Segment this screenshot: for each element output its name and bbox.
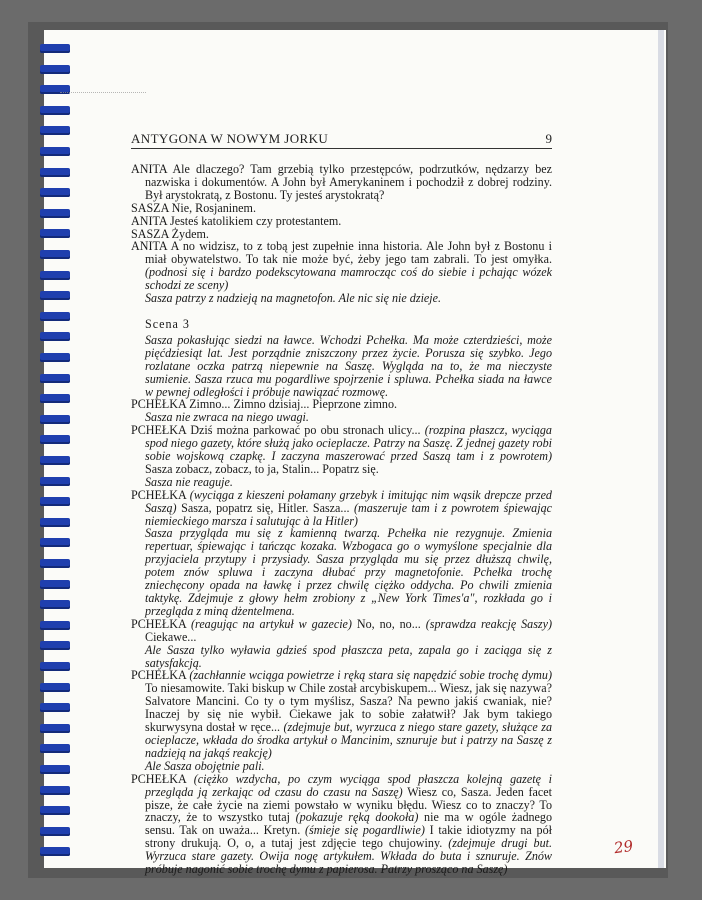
inline-direction: (maszeruje tam i z powrotem śpiewając niemieckiego marsza i salutując à la Hitler) bbox=[145, 500, 553, 528]
inline-direction: (pokazuje ręką dookoła) bbox=[295, 810, 419, 825]
stage-direction-text: Sasza patrzy z nadzieją na magnetofon. Ale nic się nie dzieje. bbox=[145, 291, 442, 306]
speaker-name: PCHEŁKA bbox=[131, 423, 187, 438]
binding-ring bbox=[40, 65, 70, 74]
stage-direction bbox=[131, 644, 552, 670]
binding-ring bbox=[40, 188, 70, 197]
binding-ring bbox=[40, 209, 70, 218]
binding-ring bbox=[40, 477, 70, 486]
binding-ring bbox=[40, 559, 70, 568]
binding-ring bbox=[40, 538, 70, 547]
binding-ring bbox=[40, 126, 70, 135]
speech-text: Zimno... Zimno dzisiaj... Pieprzone zimno. bbox=[189, 397, 398, 412]
binding-ring bbox=[40, 580, 70, 589]
scene-heading bbox=[131, 318, 552, 331]
binding-ring bbox=[40, 806, 70, 815]
header-page-number: 9 bbox=[545, 131, 552, 146]
play-text bbox=[131, 163, 552, 876]
stage-direction bbox=[131, 527, 552, 617]
binding-ring bbox=[40, 229, 70, 238]
stage-direction bbox=[131, 292, 552, 305]
speaker-name: PCHEŁKA bbox=[131, 397, 187, 412]
inline-direction: (rozpina płaszcz, wyciąga spod niego gazety, które służą jako ocieplacze. Patrzy na Saszę. Z jednej gazety robi sobie wojskową czapkę. I zaczyna maszerować przed Saszą tam i z powrotem) bbox=[145, 423, 552, 464]
binding-ring bbox=[40, 250, 70, 259]
binding-ring bbox=[40, 621, 70, 630]
inline-direction: (podnosi się i bardzo podekscytowana mamrocząc coś do siebie i pchając wózek schodzi ze sceny) bbox=[145, 265, 552, 293]
pencil-mark bbox=[60, 92, 146, 99]
header-title: ANTYGONA W NOWYM JORKU bbox=[131, 131, 329, 146]
speech-text: Dziś można parkować po obu stronach ulicy... bbox=[190, 423, 421, 438]
binding-ring bbox=[40, 518, 70, 527]
inline-direction: (sprawdza reakcję Saszy) bbox=[425, 616, 552, 631]
binding-ring bbox=[40, 703, 70, 712]
binding-ring bbox=[40, 456, 70, 465]
inline-direction: (zdejmuje but, wyrzuca z niego stare gazety, służące za ocieplacze, wkłada do środka artykuł o Mancinim, sznuruje but i patrzy na Saszę z nadzieją na jakąś reakcję) bbox=[145, 720, 552, 760]
speech bbox=[131, 618, 552, 644]
speaker-name: ANITA bbox=[131, 239, 167, 254]
binding-ring bbox=[40, 147, 70, 156]
speech-text: Ciekawe... bbox=[145, 629, 197, 644]
binding-ring bbox=[40, 497, 70, 506]
inline-direction: (wyciąga z kieszeni połamany grzebyk i imitując nim wąsik drepcze przed Saszą) bbox=[145, 487, 552, 515]
speech-text: nie ma w ogóle żadnego sensu. Tak on uważa... Kretyn. bbox=[145, 810, 552, 838]
binding-ring bbox=[40, 641, 70, 650]
speaker-name: ANITA bbox=[131, 162, 167, 176]
speech-text: Ale dlaczego? Tam grzebią tylko przestępców, podrzutków, nędzarzy bez nazwiska i dokumentów. A John był Amerykaninem i pochodził z dobrej rodziny. Był arystokratą, z Bostonu. Ty jesteś arystokratą? bbox=[145, 162, 552, 202]
binding-ring bbox=[40, 847, 70, 856]
speaker-name: PCHEŁKA bbox=[131, 487, 187, 502]
scene-title: Scena 3 bbox=[145, 316, 190, 331]
binding-ring bbox=[40, 353, 70, 362]
stage-direction-text: Ale Sasza obojętnie pali. bbox=[145, 758, 265, 773]
speech-text: Nie, Rosjaninem. bbox=[171, 200, 256, 215]
stage-direction-text: Sasza nie zwraca na niego uwagi. bbox=[145, 410, 309, 425]
binding-ring bbox=[40, 786, 70, 795]
binding-ring bbox=[40, 291, 70, 300]
speech bbox=[131, 240, 552, 292]
speaker-name: SASZA bbox=[131, 226, 169, 241]
binding-ring bbox=[40, 765, 70, 774]
speech-text: A no widzisz, to z tobą jest zupełnie inna historia. Ale John był z Bostonu i miał obywatelstwo. To tak nie może być, żeby jego tam zabrali. To jest omyłka. bbox=[145, 239, 552, 267]
speech-text: No, no, no... bbox=[356, 616, 421, 631]
stage-direction-text: Sasza nie reaguje. bbox=[145, 474, 233, 489]
speaker-name: PCHEŁKA bbox=[131, 668, 187, 683]
speech bbox=[131, 489, 552, 528]
binding-ring bbox=[40, 662, 70, 671]
speech-text: I takie idiotyzmy na pół strony drukują. O, o, a tutaj jest zdjęcie tego chujowiny. bbox=[145, 823, 552, 851]
binding-ring bbox=[40, 271, 70, 280]
stage-direction-text: Sasza przygląda mu się z kamienną twarzą. Pchełka nie rezygnuje. Zmienia repertuar, śpiewając i tańcząc kozaka. Wzbogaca go o wymyślone specjalnie dla przyjaciela przytupy i przysiady. Sasza przygląda mu się przez dłuższą chwilę, potem znów spluwa i zaczyna dłubać przy magnetofonie. Pchełka trochę zniechęcony opada na ławkę i przez chwilę ciężko oddycha. Po chwili zmienia taktykę. Zdejmuje z głowy hełm zrobiony z „New York Times'a", rozkłada go i przegląda z miną dżentelmena. bbox=[145, 526, 552, 618]
binding-ring bbox=[40, 332, 70, 341]
binding-ring bbox=[40, 106, 70, 115]
binding-ring bbox=[40, 44, 70, 53]
stage-direction-text: Ale Sasza tylko wyławia gdzieś spod płaszcza peta, zapala go i zaciąga się z satysfakcją. bbox=[145, 642, 552, 670]
binding-ring bbox=[40, 374, 70, 383]
spiral-binding bbox=[40, 30, 70, 868]
stage-direction-text: Sasza pokasłując siedzi na ławce. Wchodzi Pchełka. Ma może czterdzieści, może pięćdziesiąt lat. Jest porządnie zniszczony przez życie. Porusza się szybko. Jego rozlatane oczka patrzą niepewnie na Saszę. Wygląda na to, że ma nieczyste sumienie. Sasza rzuca mu pogardliwe spojrzenie i spluwa. Pchełka siada na ławce w pewnej odległości i próbuje nawiązać rozmowę. bbox=[145, 332, 552, 399]
handwritten-page-number: 29 bbox=[612, 836, 635, 858]
binding-ring bbox=[40, 744, 70, 753]
speech bbox=[131, 163, 552, 202]
binding-ring bbox=[40, 312, 70, 321]
speech-text: To niesamowite. Taki biskup w Chile został arcybiskupem... Wiesz, jak się nazywa? Salvatore Mancini. Co ty o tym myślisz, Sasza? Na pewno jakiś cwaniak, nie? Inaczej by się nie wybił. Ciekawe jak to sobie załatwił? Jak bym takiego skurwysyna dostał w ręce... bbox=[145, 681, 552, 735]
binding-ring bbox=[40, 435, 70, 444]
binding-ring bbox=[40, 600, 70, 609]
speech-text: Wiesz co, Sasza. Jeden facet pisze, że całe życie na ziemi powstało w wyniku błędu. Wiesz co to znaczy? To znaczy, że to wszystko tutaj bbox=[145, 784, 553, 825]
speech-text: Sasza, popatrz się, Hitler. Sasza... bbox=[181, 500, 350, 515]
speaker-name: PCHEŁKA bbox=[131, 616, 187, 631]
inline-direction: (śmieje się pogardliwie) bbox=[304, 823, 425, 838]
speaker-name: PCHEŁKA bbox=[131, 771, 187, 786]
inline-direction: (zdejmuje drugi but. Wyrzuca stare gazety. Owija nogę artykułem. Wkłada do buta i sznuruje. Znów próbuje nagonić sobie trochę dymu z papierosa. Patrzy prosząco na Saszę) bbox=[145, 836, 553, 877]
inline-direction: (reagując na artykuł w gazecie) bbox=[191, 616, 352, 631]
speaker-name: SASZA bbox=[131, 200, 169, 215]
binding-ring bbox=[40, 394, 70, 403]
stage-direction bbox=[131, 334, 552, 399]
speech bbox=[131, 669, 552, 759]
speech-text: Żydem. bbox=[171, 226, 209, 241]
inline-direction: (zachłannie wciąga powietrze i ręką stara się napędzić sobie trochę dymu) bbox=[189, 668, 552, 683]
page-edge bbox=[658, 30, 664, 868]
inline-direction: (ciężko wzdycha, po czym wyciąga spod płaszcza kolejną gazetę i przegląda ją zerkając od czasu do czasu na Saszę) bbox=[145, 771, 552, 799]
binding-ring bbox=[40, 724, 70, 733]
binding-ring bbox=[40, 415, 70, 424]
speech-text: Sasza zobacz, zobacz, to ja, Stalin... Popatrz się. bbox=[145, 461, 379, 476]
running-header bbox=[131, 131, 552, 149]
binding-ring bbox=[40, 683, 70, 692]
speech-text: Jesteś katolikiem czy protestantem. bbox=[170, 213, 342, 228]
speaker-name: ANITA bbox=[131, 213, 167, 228]
speech bbox=[131, 773, 552, 876]
binding-ring bbox=[40, 827, 70, 836]
header-rule bbox=[131, 148, 552, 149]
speech bbox=[131, 424, 552, 476]
binding-ring bbox=[40, 168, 70, 177]
